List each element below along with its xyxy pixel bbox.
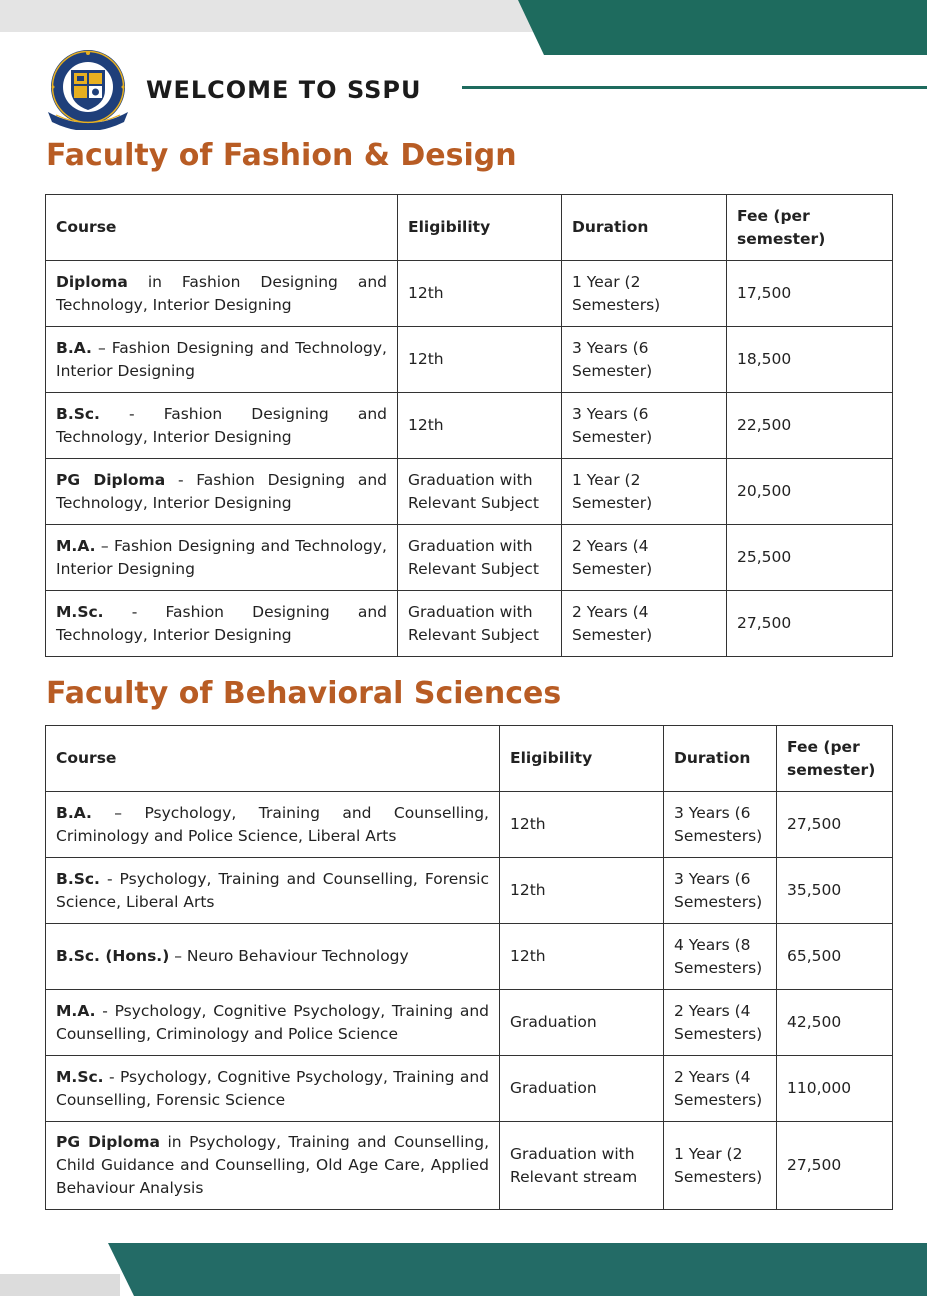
duration-cell: 2 Years (4 Semester) — [562, 525, 727, 591]
eligibility-cell: Graduation — [500, 990, 664, 1056]
course-programs: - Psychology, Cognitive Psychology, Training and Counselling, Criminology and Police Science — [56, 1001, 489, 1043]
table-row — [46, 393, 893, 459]
course-degree: B.A. — [56, 803, 92, 822]
header-divider-line — [462, 86, 927, 89]
table-row — [46, 459, 893, 525]
course-programs: - Fashion Designing and Technology, Interior Designing — [56, 404, 387, 446]
course-programs: – Fashion Designing and Technology, Interior Designing — [56, 338, 387, 380]
fashion-course-table — [45, 194, 893, 657]
course-programs: in Fashion Designing and Technology, Interior Designing — [56, 272, 387, 314]
course-cell — [46, 393, 398, 459]
welcome-heading: WELCOME TO SSPU — [146, 76, 422, 104]
course-cell — [46, 1056, 500, 1122]
table-row — [46, 924, 893, 990]
top-teal-band — [518, 0, 927, 55]
table-row — [46, 525, 893, 591]
eligibility-cell: 12th — [500, 924, 664, 990]
footer-gray-band — [0, 1274, 120, 1296]
course-programs: - Fashion Designing and Technology, Interior Designing — [56, 602, 387, 644]
course-programs: – Psychology, Training and Counselling, Criminology and Police Science, Liberal Arts — [56, 803, 489, 845]
course-degree: B.Sc. — [56, 404, 100, 423]
course-degree: B.A. — [56, 338, 92, 357]
course-cell — [46, 261, 398, 327]
eligibility-cell: Graduation with Relevant stream — [500, 1122, 664, 1210]
fee-cell: 25,500 — [727, 525, 893, 591]
course-programs: – Fashion Designing and Technology, Interior Designing — [56, 536, 387, 578]
column-header-fee: Fee (per semester) — [727, 195, 893, 261]
course-degree: M.Sc. — [56, 602, 104, 621]
duration-cell: 1 Year (2 Semesters) — [664, 1122, 777, 1210]
duration-cell: 1 Year (2 Semesters) — [562, 261, 727, 327]
table-row — [46, 1056, 893, 1122]
fee-cell: 27,500 — [777, 1122, 893, 1210]
duration-cell: 3 Years (6 Semesters) — [664, 858, 777, 924]
fee-cell: 65,500 — [777, 924, 893, 990]
duration-cell: 3 Years (6 Semester) — [562, 393, 727, 459]
course-programs: – Neuro Behaviour Technology — [169, 947, 409, 965]
table-header-row — [46, 195, 893, 261]
duration-cell: 3 Years (6 Semesters) — [664, 792, 777, 858]
table-row — [46, 261, 893, 327]
course-cell — [46, 792, 500, 858]
fee-cell: 22,500 — [727, 393, 893, 459]
fee-cell: 42,500 — [777, 990, 893, 1056]
duration-cell: 2 Years (4 Semesters) — [664, 990, 777, 1056]
course-cell — [46, 924, 500, 990]
table-row — [46, 591, 893, 657]
course-degree: Diploma — [56, 272, 128, 291]
column-header-eligibility: Eligibility — [500, 726, 664, 792]
eligibility-cell: 12th — [500, 792, 664, 858]
course-degree: M.A. — [56, 1001, 96, 1020]
university-logo — [44, 48, 132, 130]
eligibility-cell: Graduation — [500, 1056, 664, 1122]
page-header — [44, 48, 927, 130]
course-degree: PG Diploma — [56, 470, 166, 489]
column-header-duration: Duration — [562, 195, 727, 261]
course-cell — [46, 858, 500, 924]
course-cell — [46, 327, 398, 393]
fee-cell: 18,500 — [727, 327, 893, 393]
duration-cell: 4 Years (8 Semesters) — [664, 924, 777, 990]
course-degree: B.Sc. — [56, 869, 100, 888]
fee-cell: 110,000 — [777, 1056, 893, 1122]
course-programs: - Psychology, Cognitive Psychology, Training and Counselling, Forensic Science — [56, 1067, 489, 1109]
table-row — [46, 990, 893, 1056]
eligibility-cell: 12th — [398, 327, 562, 393]
course-cell — [46, 990, 500, 1056]
course-degree: B.Sc. (Hons.) — [56, 947, 170, 965]
course-programs: - Psychology, Training and Counselling, Forensic Science, Liberal Arts — [56, 869, 489, 911]
column-header-course: Course — [46, 195, 398, 261]
eligibility-cell: Graduation with Relevant Subject — [398, 591, 562, 657]
duration-cell: 2 Years (4 Semester) — [562, 591, 727, 657]
top-gray-band — [0, 0, 560, 32]
course-cell — [46, 459, 398, 525]
behavioral-faculty-title: Faculty of Behavioral Sciences — [46, 676, 562, 711]
table-row — [46, 858, 893, 924]
duration-cell: 3 Years (6 Semester) — [562, 327, 727, 393]
duration-cell: 2 Years (4 Semesters) — [664, 1056, 777, 1122]
table-header-row — [46, 726, 893, 792]
course-degree: M.Sc. — [56, 1067, 104, 1086]
footer-teal-band — [108, 1243, 927, 1296]
course-programs: in Psychology, Training and Counselling, Child Guidance and Counselling, Old Age Care, Applied Behaviour Analysis — [56, 1133, 489, 1197]
eligibility-cell: 12th — [398, 261, 562, 327]
fee-cell: 17,500 — [727, 261, 893, 327]
table-row — [46, 792, 893, 858]
fashion-faculty-title: Faculty of Fashion & Design — [46, 138, 517, 173]
course-programs: - Fashion Designing and Technology, Interior Designing — [56, 470, 387, 512]
table-row — [46, 1122, 893, 1210]
course-cell — [46, 591, 398, 657]
fee-cell: 27,500 — [777, 792, 893, 858]
table-row — [46, 327, 893, 393]
column-header-duration: Duration — [664, 726, 777, 792]
course-cell — [46, 525, 398, 591]
course-cell — [46, 1122, 500, 1210]
column-header-eligibility: Eligibility — [398, 195, 562, 261]
fee-cell: 27,500 — [727, 591, 893, 657]
course-degree: M.A. — [56, 536, 96, 555]
duration-cell: 1 Year (2 Semester) — [562, 459, 727, 525]
eligibility-cell: 12th — [500, 858, 664, 924]
eligibility-cell: Graduation with Relevant Subject — [398, 525, 562, 591]
behavioral-course-table — [45, 725, 893, 1210]
column-header-fee: Fee (per semester) — [777, 726, 893, 792]
eligibility-cell: 12th — [398, 393, 562, 459]
fee-cell: 20,500 — [727, 459, 893, 525]
column-header-course: Course — [46, 726, 500, 792]
eligibility-cell: Graduation with Relevant Subject — [398, 459, 562, 525]
course-degree: PG Diploma — [56, 1133, 160, 1151]
fee-cell: 35,500 — [777, 858, 893, 924]
